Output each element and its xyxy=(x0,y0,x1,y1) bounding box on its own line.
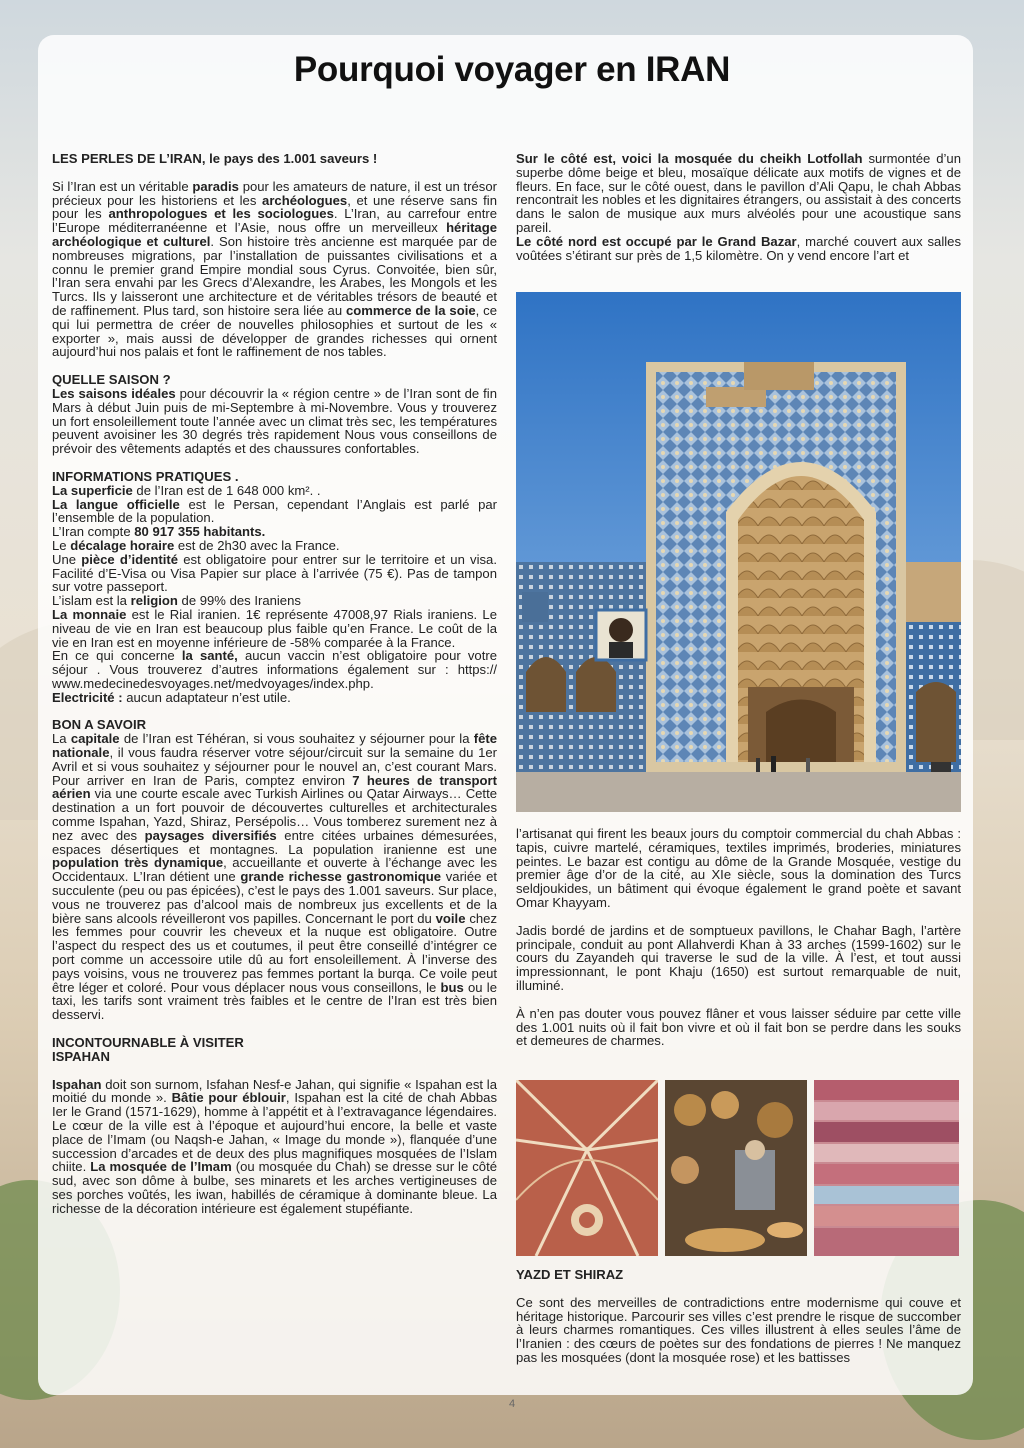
info-line: La monnaie est le Rial iranien. 1€ représente 47008,97 Rials iraniens. Le niveau de vie en Iran est beaucoup plus faible qu’en France. Le coût de la vie en Iran est en moyenne inférieure de -58% comparée à la France. xyxy=(52,606,497,650)
right-column-middle xyxy=(516,827,961,1048)
ispahan-paragraph: Ispahan doit son surnom, Isfahan Nesf-e Jahan, qui signifie « Ispahan est la moitié du monde ». Bâtie pour éblouir, Ispahan est la cité de chah Abbas Ier le Grand (1571-1629), homme à l’appétit et à l’extravagance légendaires. Le cœur de la ville est à l’époque et aujourd’hui encore, la belle et vaste place de l’Imam (ou Naqsh-e Jahan, « Image du monde »), flanquée d’une succession d’arcades et de deux des plus magnifiques mosquées de l’Islam chiite. La mosquée de l’Imam (ou mosquée du Chah) se dresse sur le côté sud, avec son dôme à bulbe, ses minarets et les arches vertigineuses de ses porches voûtés, les iwan, habillés de céramique à dominante bleue. La richesse de la décoration intérieure est également stupéfiante. xyxy=(52,1076,498,1216)
page-number: 4 xyxy=(508,1398,516,1410)
savoir-heading: BON A SAVOIR xyxy=(52,717,147,733)
bazaar-illustration xyxy=(665,1080,807,1256)
bold-phrase: Les saisons idéales xyxy=(52,385,176,401)
infos-list xyxy=(52,484,497,705)
bold-phrase: La monnaie xyxy=(52,606,127,622)
info-line: Une pièce d’identité est obligatoire pour entrer sur le territoire et un visa. Facilité d’E-Visa ou Visa Papier sur place à l’arrivée (75 €). Pas de tampon sur votre passeport. xyxy=(52,551,497,595)
perles-heading: LES PERLES DE L’IRAN, le pays des 1.001 saveurs ! xyxy=(52,151,378,166)
bold-phrase: Electricité : xyxy=(52,689,123,705)
mosque-photo xyxy=(516,292,961,812)
right-column-bottom xyxy=(516,1268,961,1365)
bold-phrase: La langue officielle xyxy=(52,496,180,512)
saison-paragraph: Les saisons idéales pour découvrir la « région centre » de l’Iran sont de fin Mars à début Juin puis de mi-Septembre à mi-Novembre. Vous y trouverez un fort ensoleillement toute l’année avec un climat très sec, les températures peuvent avoisiner les 30 degrés très rapidement Nous vous conseillons de prévoir des vêtements adaptés et des chaussures confortables. xyxy=(52,385,497,457)
dome-ceiling-illustration xyxy=(516,1080,658,1256)
textiles-illustration xyxy=(814,1080,959,1256)
savoir-paragraph: La capitale de l’Iran est Téhéran, si vous souhaitez y séjourner pour la fête nationale, il vous faudra réserver votre séjour/circuit sur la semaine du 1er Avril et si vous souhaitez y séjourner pour le nouvel an, c’est courant Mars. Pour arriver en Iran de Paris, comptez environ 7 heures de transport aérien via une courte escale avec Turkish Airlines ou Qatar Airways… Cette destination a un fort pouvoir de découvertes culturelles et architecturales comme Ispahan, Yazd, Shiraz, Persépolis… Vous tomberez surement nez à nez avec des paysages diversifiés entre citées urbaines démesurées, espaces désertiques et montagnes. La population iranienne est une population très dynamique, accueillante et ouverte à l’échange avec les Occidentaux. L’Iran détient une grande richesse gastronomique variée et succulente (peu ou pas épicées), c’est le pays des 1.001 saveurs. Sur place, vous ne trouverez pas d’alcool mais de nombreux jus excellents et de la bière sans alcools réveilleront vos papilles. Concernant le port du voile chez les femmes pour couvrir les cheveux et la nuque est obligatoire. Outre l’aspect du respect des us et coutumes, il peut être conseillé d’intégrer ce port comme un accessoire utile dû au fort ensoleillement. À l’inverse des pays voisins, vous ne trouverez pas femmes portant la burqa. Ce voile peut être léger et coloré. Pour vous déplacer nous vous conseillons, le bus ou le taxi, les tarifs sont vraiment très faibles et le centre de l’Iran est très bien desservi. xyxy=(52,731,498,1023)
nord-paragraph: Le côté nord est occupé par le Grand Bazar, marché couvert aux salles voûtées s’étirant sur près de 1,5 kilomètre. On y vend encore l’art et xyxy=(516,233,961,263)
info-line: L’islam est la religion de 99% des Iraniens xyxy=(52,593,301,609)
info-line: Electricité : aucun adaptateur n’est utile. xyxy=(52,689,291,705)
dome-ceiling-photo xyxy=(516,1080,658,1256)
left-column xyxy=(52,152,497,1216)
info-line: L’Iran compte 80 917 355 habitants. xyxy=(52,524,266,540)
bold-phrase: capitale xyxy=(70,731,120,747)
bold-phrase: La mosquée de l’Imam xyxy=(90,1159,232,1175)
bold-phrase: archéologues xyxy=(262,192,348,208)
bold-phrase: décalage horaire xyxy=(70,537,175,553)
bold-phrase: La superficie xyxy=(52,482,133,498)
bold-phrase: Le côté nord est occupé par le Grand Bazar xyxy=(516,233,797,249)
bold-phrase: Bâtie pour éblouir xyxy=(171,1090,286,1106)
visiter-heading: INCONTOURNABLE À VISITER xyxy=(52,1035,244,1051)
est-paragraph: Sur le côté est, voici la mosquée du cheikh Lotfollah surmontée d’un superbe dôme beige et bleu, mosaïque délicate aux motifs de vignes et de fleurs. En face, sur le côté ouest, dans le pavillon d’Ali Qapu, le chah Abbas rencontrait les nobles et les dignitaires étrangers, ou assistait à des concerts dans le salon de musique aux murs alvéolés pour une acoustique sans pareil. xyxy=(516,151,961,235)
bold-phrase: paysages diversifiés xyxy=(144,827,277,843)
bold-phrase: grande richesse gastronomique xyxy=(240,869,442,885)
mosque-illustration xyxy=(516,292,961,812)
yazd-paragraph: Ce sont des merveilles de contradictions entre modernisme qui couve et héritage historique. Parcourir ses villes c’est prendre le risque de succomber à leurs charmes romantiques. Ces villes illustrent à elles seules l’âme de l’Iranien : des cœurs de poètes sur des fondations de pierres ! Ne manquez pas les mosquées (dont la mosquée rose) et les battisses xyxy=(516,1294,961,1365)
bold-phrase: paradis xyxy=(192,178,239,194)
saison-heading: QUELLE SAISON ? xyxy=(52,372,171,388)
chahar-paragraph: Jadis bordé de jardins et de somptueux pavillons, le Chahar Bagh, l’artère principale, conduit au pont Allahverdi Khan à 33 arches (1599-1602) sur le cours du Zayandeh qui traverse le sud de la ville. À l’est, et tout aussi impressionnant, le pont Khaju (1650) est surtout remarquable de nuit, illuminé. xyxy=(516,922,961,993)
right-column-top xyxy=(516,152,961,262)
info-line: La langue officielle est le Persan, cependant l’Anglais est parlé par l’ensemble de la population. xyxy=(52,496,497,526)
yazd-heading: YAZD ET SHIRAZ xyxy=(516,1267,624,1282)
textiles-photo xyxy=(814,1080,959,1256)
bold-phrase: pièce d’identité xyxy=(81,551,179,567)
bold-phrase: Sur le côté est, voici la mosquée du cheikh Lotfollah xyxy=(516,151,863,166)
info-line: Le décalage horaire est de 2h30 avec la France. xyxy=(52,537,340,553)
bold-phrase: religion xyxy=(130,593,178,609)
bold-phrase: anthropologues et les sociologues xyxy=(108,206,334,222)
infos-heading: INFORMATIONS PRATIQUES . xyxy=(52,468,239,484)
bold-phrase: héritage archéologique et culturel xyxy=(52,220,497,249)
bold-phrase: fête nationale xyxy=(52,731,498,761)
bold-phrase: 80 917 355 habitants. xyxy=(134,524,266,540)
perles-paragraph: Si l’Iran est un véritable paradis pour les amateurs de nature, il est un trésor précieux pour les historiens et les archéologues, et une réserve sans fin pour les anthropologues et les sociologues. L’Iran, au carrefour entre l’Europe méditerranéenne et l’Asie, nous offre un merveilleux héritage archéologique et culturel. Son histoire très ancienne est marquée par de nombreuses migrations, par l’installation de puissantes civilisations et a connu le premier grand Empire mondial sous Cyrus. Convoitée, bien sûr, l’Iran sera envahi par les Grecs d’Alexandre, les Arabes, les Mongols et les Turcs. Ils y laisseront une architecture et de véritables trésors de beauté et de raffinement. Plus tard, son histoire sera liée au commerce de la soie, ce qui lui permettra de créer de nouvelles philosophies et surtout de les « exporter », mais aussi de développer de grandes richesses qui ornent aujourd’hui nos palais et font le raffinement de nos tables. xyxy=(52,178,497,360)
page-title: Pourquoi voyager en IRAN xyxy=(293,50,731,89)
bold-phrase: Ispahan xyxy=(52,1076,102,1092)
artisanat-paragraph: l’artisanat qui firent les beaux jours du comptoir commercial du chah Abbas : tapis, cuivre martelé, céramiques, textiles imprimés, broderies, miniatures peintes. Le bazar est contigu au dôme de la Grande Mosquée, vestige du premier âge d’or de la cité, au XIe siècle, sous la domination des Turcs seldjoukides, un bâtiment qui évoque également le grand poète et savant Omar Khayyam. xyxy=(516,826,961,910)
info-line: En ce qui concerne la santé, aucun vaccin n’est obligatoire pour votre séjour . Vous trouverez d’autres informations également sur : https:// www.medecinedesvoyages.net/medvoyages/index.php. xyxy=(52,648,497,691)
ispahan-heading: ISPAHAN xyxy=(52,1048,110,1064)
bold-phrase: la santé, xyxy=(181,648,238,664)
bold-phrase: population très dynamique xyxy=(52,855,224,871)
bold-phrase: 7 heures de transport aérien xyxy=(52,772,497,802)
bold-phrase: bus xyxy=(440,979,464,995)
bazaar-artisan-photo xyxy=(665,1080,807,1256)
bold-phrase: commerce de la soie xyxy=(346,302,476,318)
info-line: La superficie de l’Iran est de 1 648 000 km². . xyxy=(52,482,321,498)
flaner-paragraph: À n’en pas douter vous pouvez flâner et vous laisser séduire par cette ville des 1.001 nuits où il fait bon vivre et où il fait bon se perdre dans les souks et demeures de charmes. xyxy=(516,1005,961,1049)
bold-phrase: voile xyxy=(435,910,466,926)
